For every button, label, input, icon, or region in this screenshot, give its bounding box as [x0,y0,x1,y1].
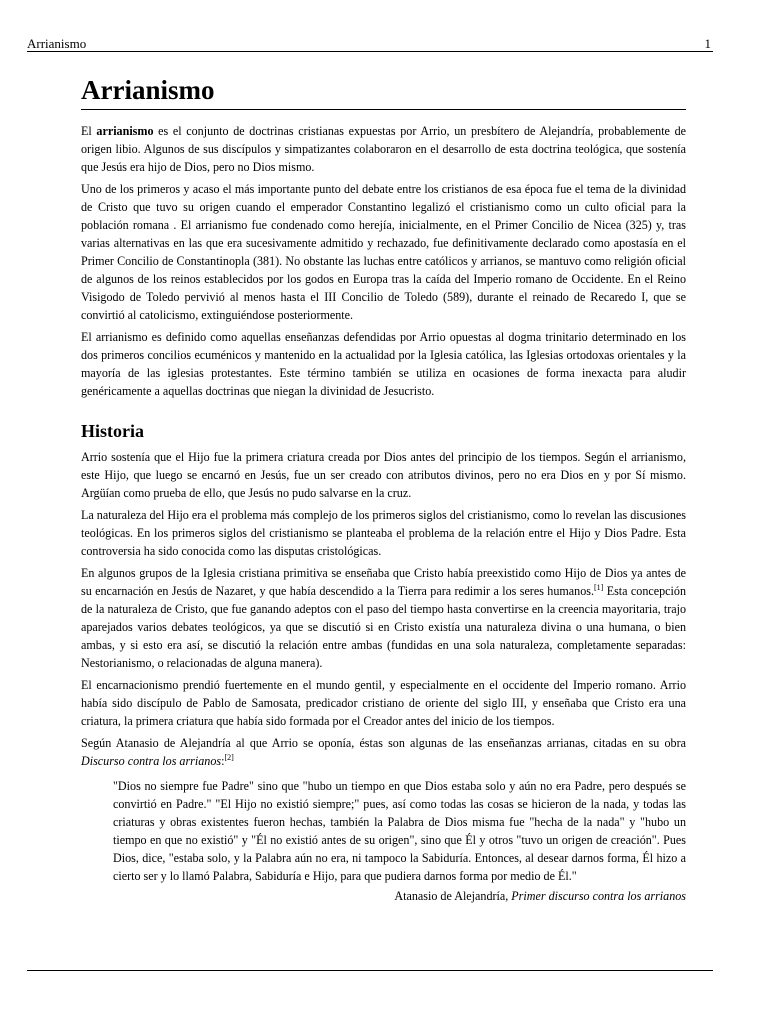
quote-attribution [81,887,686,905]
historia-paragraph-3 [81,564,686,672]
section-heading-historia: Historia [81,421,144,441]
historia-paragraph-2: La naturaleza del Hijo era el problema más complejo de los primeros siglos del cristianismo, como lo revelan las discusiones teológicas. En los primeros siglos del cristianismo se planteaba el problema de la relación entre el Hijo y Dios Padre. Esta controversia ha sido conocida como las disputas cristológicas. [81,508,686,558]
running-title: Arrianismo [27,36,87,51]
attribution-work: Primer discurso contra los arrianos [511,889,686,903]
article-body [81,74,686,905]
work-title: Discurso contra los arrianos [81,754,222,768]
historia-p3-part2: Esta concepción de la naturaleza de Cristo, que fue ganando adeptos con el paso del tiempo hasta convertirse en la creencia mayoritaria, trajo aparejados varios debates teológicos, ya que se discutió si en Cristo existía una naturaleza divina o una humana, o bien ambas, y si esto era así, se discutió la relación entre ambas (fundidas en una sola naturaleza, completamente separadas: Nestorianismo, o relacionadas de alguna manera). [81,584,686,670]
historia-p5-colon: : [221,754,225,768]
page-number: 1 [704,36,711,51]
intro-p1-term: arrianismo [96,124,154,138]
reference-link-1[interactable]: [1] [594,582,604,592]
article-title: Arrianismo [81,74,686,110]
reference-link-2[interactable]: [2] [224,752,234,762]
historia-p5-text: Según Atanasio de Alejandría al que Arrio se oponía, éstas son algunas de las enseñanzas arrianas, citadas en su obra [81,736,686,750]
running-header [27,36,713,52]
header-rule [27,51,713,52]
intro-paragraph-2: Uno de los primeros y acaso el más importante punto del debate entre los cristianos de esa época fue el tema de la divinidad de Cristo que tuvo su origen cuando el emperador Constantino legalizó el cristianismo como un culto oficial para la población romana . El arrianismo fue condenado como herejía, inicialmente, en el Primer Concilio de Nicea (325) y, tras varias alternativas en las que era sucesivamente admitido y rechazado, fue definitivamente declarado como apostasía en el Primer Concilio de Constantinopla (381). No obstante las luchas entre católicos y arrianos, se mantuvo como religión oficial de algunos de los reinos establecidos por los godos en Europa tras la caída del Imperio romano de Occidente. En el Reino Visigodo de Toledo pervivió al menos hasta el III Concilio de Toledo (589), durante el reinado de Recaredo I, que se convirtió al catolicismo, extinguiéndose posteriormente. [81,182,686,322]
historia-paragraph-1: Arrio sostenía que el Hijo fue la primera criatura creada por Dios antes del principio de los tiempos. Según el arrianismo, este Hijo, que luego se encarnó en Jesús, fue un ser creado con atributos divinos, pero no era Dios en y por Sí mismo. Argüían como prueba de ello, que Jesús no pudo salvarse en la cruz. [81,450,686,500]
intro-p1-rest: es el conjunto de doctrinas cristianas expuestas por Arrio, un presbítero de Alejandría, probablemente de origen libio. Algunos de sus discípulos y simpatizantes colaboraron en el desarrollo de esta doctrina teológica, que sostenía que Jesús era hijo de Dios, pero no Dios mismo. [81,124,686,174]
intro-paragraph-3: El arrianismo es definido como aquellas enseñanzas defendidas por Arrio opuestas al dogma trinitario determinado en los dos primeros concilios ecuménicos y mantenido en la actualidad por la Iglesia católica, las Iglesias ortodoxas orientales y la mayoría de las iglesias protestantes. Este término también se utiliza en ocasiones de forma inexacta para aludir genéricamente a aquellas doctrinas que niegan la divinidad de Jesucristo. [81,330,686,398]
block-quote: "Dios no siempre fue Padre" sino que "hubo un tiempo en que Dios estaba solo y aún no era Padre, pero después se convirtió en Padre." "El Hijo no existió siempre;" pues, así como todas las cosas se hicieron de la nada, y todas las criaturas y obras existentes fueron hechas, también la Palabra de Dios misma fue "hecha de la nada" y "hubo un tiempo en que no existió" y "Él no existió antes de su origen", sino que Él y otros "tuvo un origen de creación". Pues Dios, dice, "estaba solo, y la Palabra aún no era, ni tampoco la Sabiduría. Entonces, al desear darnos forma, Él hizo a cierto ser y lo llamó Palabra, Sabiduría e Hijo, para que pudiera darnos forma por medio de Él." [113,779,686,883]
footer-rule [27,970,713,971]
historia-paragraph-5 [81,734,686,770]
historia-p3-part1: En algunos grupos de la Iglesia cristiana primitiva se enseñaba que Cristo había preexistido como Hijo de Dios ya antes de su encarnación en Jesús de Nazaret, y que había descendido a la Tierra para redimir a los seres humanos. [81,566,686,598]
attribution-author: Atanasio de Alejandría, [394,889,512,903]
historia-paragraph-4: El encarnacionismo prendió fuertemente en el mundo gentil, y especialmente en el occidente del Imperio romano. Arrio había sido discípulo de Pablo de Samosata, predicador cristiano de oriente del siglo III, y enseñaba que Cristo era una criatura, la primera criatura que había sido formada por el Creador antes del inicio de los tiempos. [81,678,686,728]
intro-paragraph-1 [81,122,686,176]
intro-p1-prefix: El [81,124,97,138]
